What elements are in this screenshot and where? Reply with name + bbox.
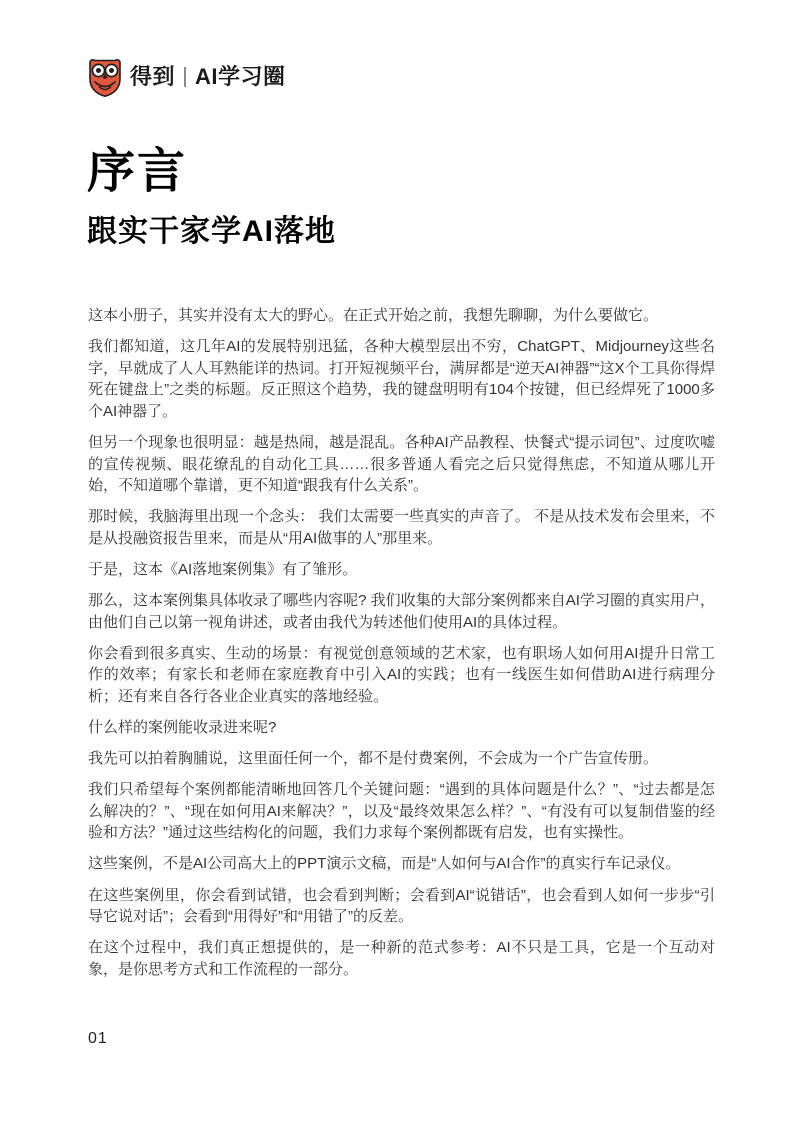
paragraph: 我们都知道，这几年AI的发展特别迅猛，各种大模型层出不穷，ChatGPT、Midjourney这些名字，早就成了人人耳熟能详的热词。打开短视频平台，满屏都是“逆天AI神器”“这X个工具你得焊死在键盘上”之类的标题。反正照这个趋势，我的键盘明明有104个按键，但已经焊死了1000多个AI神器了。 <box>88 338 715 420</box>
paragraph: 我们只希望每个案例都能清晰地回答几个关键问题：“遇到的具体问题是什么？”、“过去都是怎么解决的？”、“现在如何用AI来解决？”，以及“最终效果怎么样？”、“有没有可以复制借鉴的经验和方法？”通过这些结构化的问题，我们力求每个案例都既有启发，也有实操性。 <box>88 781 715 842</box>
product-name: AI学习圈 <box>195 64 286 89</box>
owl-shield-icon <box>88 57 122 97</box>
paragraph: 那时候，我脑海里出现一个念头： 我们太需要一些真实的声音了。 不是从技术发布会里来，不是从投融资报告里来，而是从“用AI做事的人”那里来。 <box>88 508 715 547</box>
paragraph: 在这些案例里，你会看到试错，也会看到判断；会看到AI“说错话”，也会看到人如何一步步“引导它说对话”；会看到“用得好”和“用错了”的反差。 <box>88 886 715 926</box>
page-subtitle: 跟实干家学AI落地 <box>87 214 336 248</box>
paragraph: 于是，这本《AI落地案例集》有了雏形。 <box>88 560 358 578</box>
brand-logo <box>88 57 286 97</box>
paragraph: 这本小册子，其实并没有太大的野心。在正式开始之前，我想先聊聊，为什么要做它。 <box>88 307 659 324</box>
title-block <box>87 146 717 248</box>
paragraph: 那么，这本案例集具体收录了哪些内容呢? 我们收集的大部分案例都来自AI学习圈的真实用户，由他们自己以第一视角讲述，或者由我代为转述他们使用AI的具体过程。 <box>88 592 715 631</box>
logo-divider <box>184 67 186 87</box>
paragraph: 但另一个现象也很明显：越是热闹，越是混乱。各种AI产品教程、快餐式“提示词包”、过度吹嘘的宣传视频、眼花缭乱的自动化工具……很多普通人看完之后只觉得焦虑，不知道从哪儿开始，不知道哪个靠谱，更不知道“跟我有什么关系”。 <box>88 433 715 495</box>
page-footer <box>88 1030 108 1048</box>
body-text <box>88 305 715 990</box>
paragraph: 什么样的案例能收录进来呢? <box>88 719 277 736</box>
paragraph: 我先可以拍着胸脯说，这里面任何一个，都不是付费案例，不会成为一个广告宣传册。 <box>88 750 659 768</box>
paragraph: 在这个过程中，我们真正想提供的，是一种新的范式参考：AI不只是工具，它是一个互动对象，是你思考方式和工作流程的一部分。 <box>88 939 715 978</box>
page-title: 序言 <box>87 145 188 198</box>
page-number: 01 <box>88 1030 108 1047</box>
paragraph: 这些案例，不是AI公司高大上的PPT演示文稿，而是“人如何与AI合作”的真实行车记录仪。 <box>88 855 681 873</box>
brand-name: 得到 <box>130 64 176 89</box>
paragraph: 你会看到很多真实、生动的场景：有视觉创意领域的艺术家，也有职场人如何用AI提升日常工作的效率；有家长和老师在家庭教育中引入AI的实践；也有一线医生如何借助AI进行病理分析；还有来自各行各业企业真实的落地经验。 <box>88 644 715 705</box>
